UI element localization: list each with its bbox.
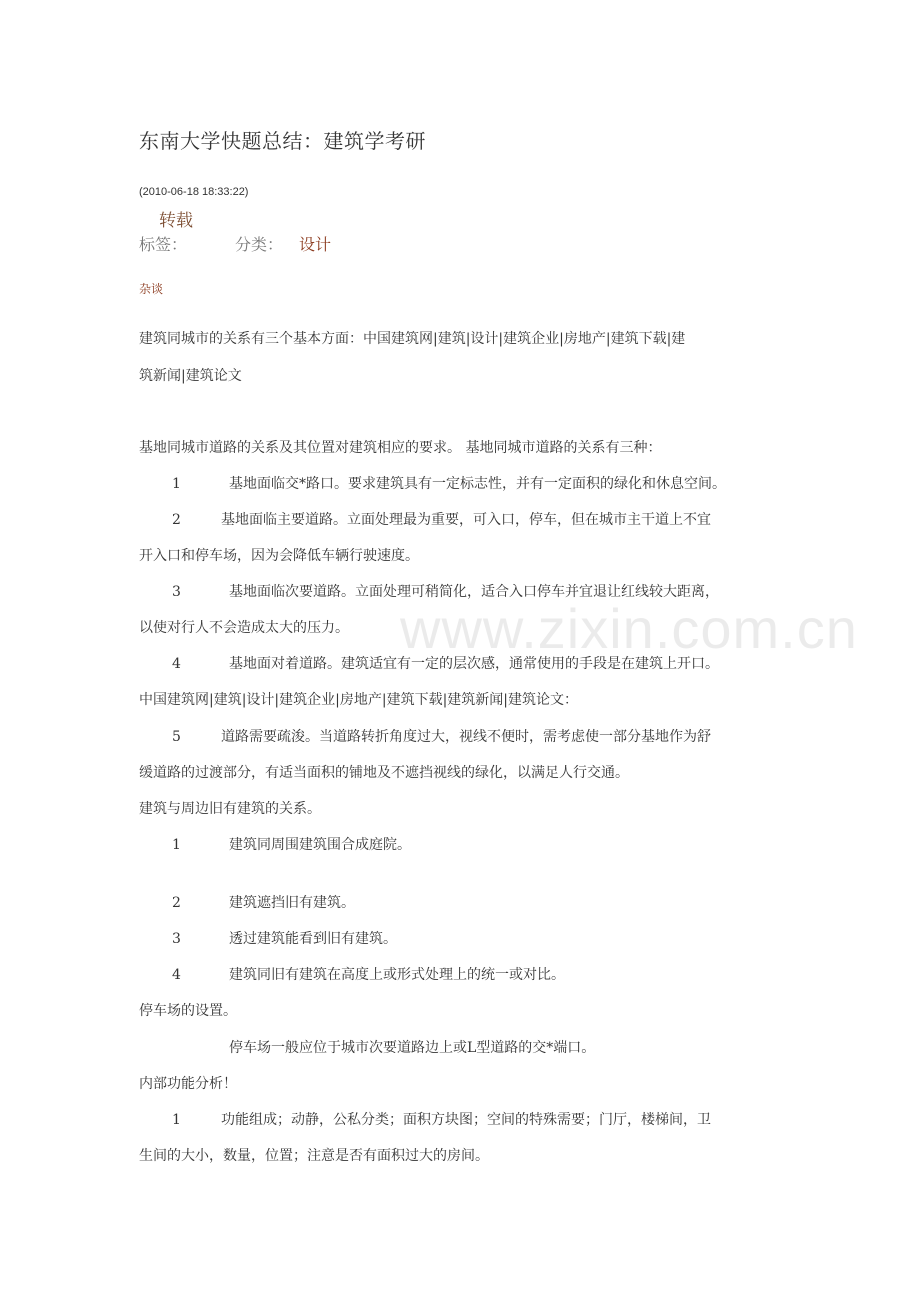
item-number: 2 — [172, 512, 181, 528]
post-date: (2010-06-18 18:33:22) — [139, 186, 249, 198]
paragraph-line: 功能组成；动静，公私分类；面积方块图；空间的特殊需要；门厅，楼梯间，卫 — [221, 1112, 711, 1128]
paragraph-line: 以使对行人不会造成太大的压力。 — [139, 620, 349, 636]
item-number: 1 — [172, 837, 181, 853]
watermark: www.zixin.com.cn — [400, 597, 858, 660]
item-number: 1 — [172, 476, 181, 492]
section-heading: 建筑与周边旧有建筑的关系。 — [139, 801, 321, 817]
paragraph-line: 建筑同旧有建筑在高度上或形式处理上的统一或对比。 — [229, 967, 565, 983]
category-link[interactable]: 设计 — [299, 235, 332, 254]
paragraph-line: 停车场一般应位于城市次要道路边上或L型道路的交*端口。 — [229, 1040, 596, 1056]
item-number: 1 — [172, 1112, 181, 1128]
category-label: 分类： — [235, 235, 284, 254]
item-number: 3 — [172, 584, 181, 600]
repost-label: 转载 — [159, 211, 193, 231]
item-number: 4 — [172, 656, 181, 672]
section-heading: 停车场的设置。 — [139, 1003, 237, 1019]
paragraph-line: 基地面临交*路口。要求建筑具有一定标志性，并有一定面积的绿化和休息空间。 — [229, 476, 726, 492]
tag-link[interactable]: 杂谈 — [139, 282, 164, 296]
paragraph-line: 筑新闻|建筑论文 — [139, 368, 242, 384]
paragraph-line: 建筑同周围建筑围合成庭院。 — [229, 837, 411, 853]
paragraph-line: 透过建筑能看到旧有建筑。 — [229, 931, 397, 947]
paragraph-line: 建筑遮挡旧有建筑。 — [229, 895, 355, 911]
paragraph-line: 生间的大小，数量，位置；注意是否有面积过大的房间。 — [139, 1148, 489, 1164]
paragraph-line: 道路需要疏浚。当道路转折角度过大，视线不便时，需考虑使一部分基地作为舒 — [221, 729, 711, 745]
paragraph-line: 建筑同城市的关系有三个基本方面：中国建筑网|建筑|设计|建筑企业|房地产|建筑下载|建 — [139, 331, 686, 347]
paragraph-line: 基地面临次要道路。立面处理可稍简化，适合入口停车并宜退让红线较大距离， — [229, 584, 719, 600]
paragraph-line: 中国建筑网|建筑|设计|建筑企业|房地产|建筑下载|建筑新闻|建筑论文： — [139, 692, 579, 708]
paragraph-line: 开入口和停车场，因为会降低车辆行驶速度。 — [139, 548, 419, 564]
paragraph-line: 基地面对着道路。建筑适宜有一定的层次感，通常使用的手段是在建筑上开口。 — [229, 656, 719, 672]
paragraph-line: 基地面临主要道路。立面处理最为重要，可入口，停车，但在城市主干道上不宜 — [221, 512, 711, 528]
item-number: 2 — [172, 895, 181, 911]
item-number: 4 — [172, 967, 181, 983]
post-meta — [139, 232, 819, 254]
section-heading: 内部功能分析！ — [139, 1076, 237, 1092]
paragraph-line: 基地同城市道路的关系及其位置对建筑相应的要求。 基地同城市道路的关系有三种： — [139, 440, 662, 456]
tags-label: 标签： — [139, 235, 188, 254]
item-number: 5 — [172, 729, 181, 745]
paragraph-line: 缓道路的过渡部分，有适当面积的铺地及不遮挡视线的绿化，以满足人行交通。 — [139, 765, 629, 781]
page-title: 东南大学快题总结：建筑学考研 — [139, 129, 426, 153]
item-number: 3 — [172, 931, 181, 947]
